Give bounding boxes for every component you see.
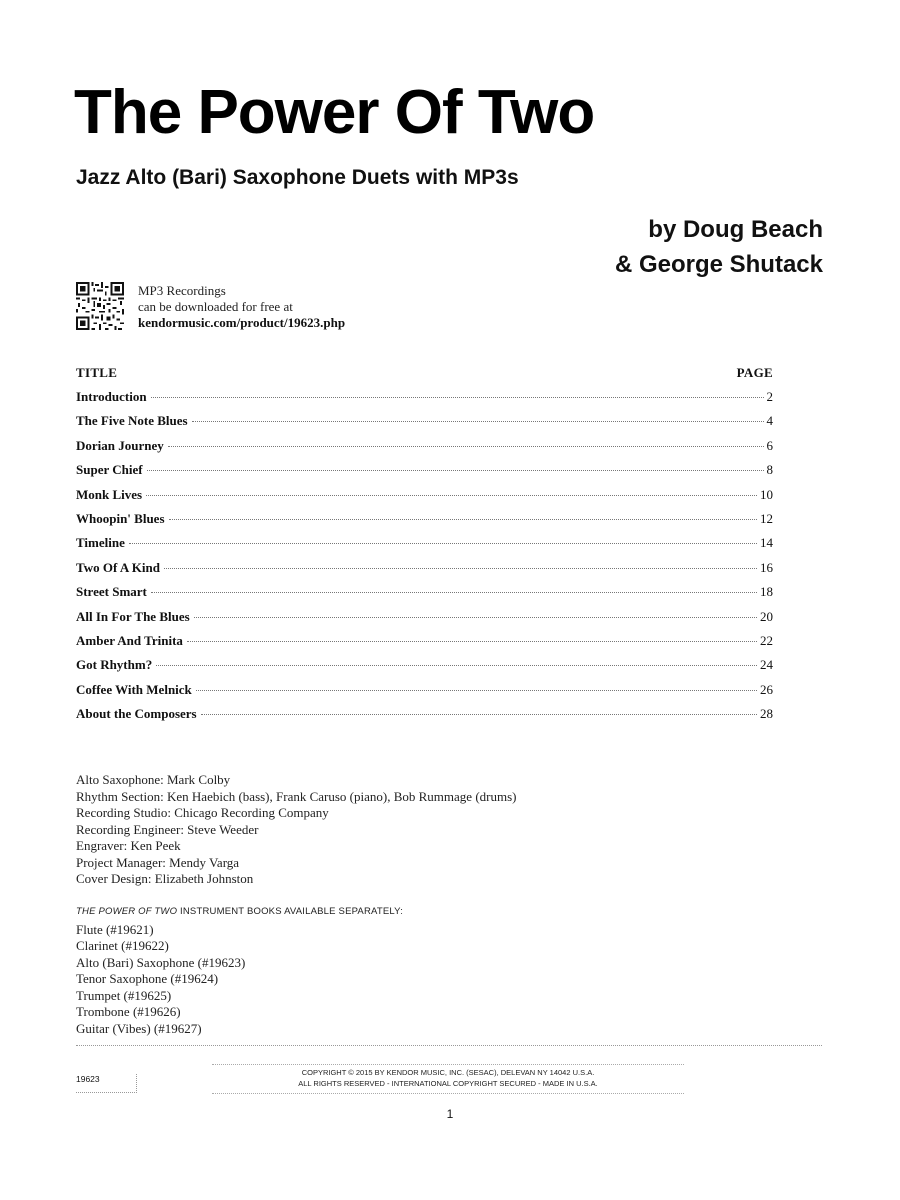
- leader-dots: [194, 617, 757, 618]
- author-line-1: by Doug Beach: [648, 216, 823, 243]
- toc-entry: [76, 535, 773, 559]
- toc-header: [76, 365, 773, 381]
- toc-entry-title: Dorian Journey: [76, 437, 164, 453]
- book-item: Trombone (#19626): [76, 1004, 181, 1019]
- credit-line: Project Manager: Mendy Varga: [76, 854, 240, 870]
- mp3-line-1: MP3 Recordings: [138, 283, 226, 298]
- toc-entry-title: Whoopin' Blues: [76, 510, 165, 526]
- leader-dots: [168, 446, 764, 447]
- toc-entry: [76, 682, 773, 706]
- toc-entry: [76, 657, 773, 681]
- footer-divider: [76, 1045, 822, 1046]
- toc-entry-page: 18: [760, 584, 773, 600]
- toc-entry: [76, 609, 773, 633]
- mp3-download-note: [138, 283, 345, 331]
- leader-dots: [151, 592, 757, 593]
- credit-line: Recording Engineer: Steve Weeder: [76, 821, 259, 837]
- available-books-block: [76, 904, 403, 1037]
- leader-dots: [192, 421, 764, 422]
- book-subtitle: Jazz Alto (Bari) Saxophone Duets with MP3s: [76, 166, 519, 189]
- toc-entry-title: Super Chief: [76, 462, 143, 478]
- copyright-line-2: ALL RIGHTS RESERVED - INTERNATIONAL COPYRIGHT SECURED - MADE IN U.S.A.: [298, 1079, 598, 1088]
- leader-dots: [169, 519, 757, 520]
- toc-entry-page: 22: [760, 632, 773, 648]
- toc-entry: [76, 706, 773, 730]
- toc-entry-title: The Five Note Blues: [76, 413, 188, 429]
- copyright-line-1: COPYRIGHT © 2015 BY KENDOR MUSIC, INC. (SESAC), DELEVAN NY 14042 U.S.A.: [301, 1068, 595, 1077]
- toc-entry-page: 14: [760, 535, 773, 551]
- credit-line: Recording Studio: Chicago Recording Company: [76, 805, 329, 820]
- copyright-notice: [212, 1064, 684, 1094]
- toc-entry-title: Street Smart: [76, 584, 147, 600]
- leader-dots: [164, 568, 757, 569]
- toc-entry-title: Introduction: [76, 389, 147, 404]
- leader-dots: [156, 665, 757, 666]
- leader-dots: [129, 543, 757, 544]
- available-books-heading: [76, 904, 403, 921]
- book-item: Tenor Saxophone (#19624): [76, 971, 219, 986]
- toc-entry-page: 26: [760, 681, 773, 697]
- toc-entry-title: Timeline: [76, 535, 125, 551]
- toc-entry-title: Coffee With Melnick: [76, 681, 192, 697]
- table-of-contents: [76, 389, 773, 730]
- toc-entry-page: 2: [766, 389, 773, 404]
- toc-entry: [76, 389, 773, 413]
- toc-entry: [76, 438, 773, 462]
- leader-dots: [187, 641, 757, 642]
- toc-entry: [76, 413, 773, 437]
- toc-entry-page: 12: [760, 510, 773, 526]
- toc-entry: [76, 487, 773, 511]
- credit-line: Engraver: Ken Peek: [76, 838, 181, 853]
- leader-dots: [196, 690, 757, 691]
- toc-entry: [76, 560, 773, 584]
- toc-entry-title: Amber And Trinita: [76, 632, 183, 648]
- credit-line: Rhythm Section: Ken Haebich (bass), Frank Caruso (piano), Bob Rummage (drums): [76, 788, 517, 804]
- series-name: THE POWER OF TWO: [76, 906, 178, 917]
- credit-line: Alto Saxophone: Mark Colby: [76, 772, 231, 787]
- credits-block: [76, 772, 516, 888]
- book-item: Guitar (Vibes) (#19627): [76, 1020, 202, 1036]
- toc-entry-page: 28: [760, 706, 773, 722]
- toc-entry-title: All In For The Blues: [76, 608, 190, 624]
- book-item: Flute (#19621): [76, 921, 154, 937]
- toc-entry-title: Monk Lives: [76, 486, 143, 502]
- available-heading-text: INSTRUMENT BOOKS AVAILABLE SEPARATELY:: [177, 906, 404, 917]
- author-line-2: & George Shutack: [614, 251, 823, 278]
- toc-entry: [76, 633, 773, 657]
- toc-entry-page: 16: [760, 559, 773, 575]
- authors-block: [615, 212, 823, 282]
- toc-entry-page: 10: [760, 486, 773, 502]
- toc-entry-title: Got Rhythm?: [76, 657, 153, 673]
- toc-entry-title: Two Of A Kind: [76, 559, 160, 575]
- toc-entry-page: 8: [766, 462, 773, 478]
- toc-page-header: PAGE: [736, 365, 773, 380]
- toc-entry-page: 24: [760, 657, 773, 673]
- toc-entry-page: 20: [760, 608, 773, 624]
- toc-title-header: TITLE: [76, 365, 118, 380]
- book-title: The Power Of Two: [74, 78, 595, 147]
- qr-code-icon: [76, 282, 124, 330]
- toc-entry: [76, 511, 773, 535]
- book-item: Clarinet (#19622): [76, 938, 169, 953]
- page-number: 1: [446, 1107, 454, 1121]
- mp3-line-2: can be downloaded for free at: [138, 299, 293, 314]
- toc-entry-title: About the Composers: [76, 706, 197, 722]
- leader-dots: [146, 495, 757, 496]
- leader-dots: [201, 714, 757, 715]
- toc-entry-page: 6: [766, 437, 773, 453]
- book-item: Alto (Bari) Saxophone (#19623): [76, 954, 246, 970]
- book-item: Trumpet (#19625): [76, 987, 172, 1003]
- leader-dots: [151, 397, 764, 398]
- toc-entry: [76, 462, 773, 486]
- toc-entry-page: 4: [766, 413, 773, 429]
- catalog-number: 19623: [76, 1074, 137, 1093]
- toc-entry: [76, 584, 773, 608]
- leader-dots: [147, 470, 764, 471]
- credit-line: Cover Design: Elizabeth Johnston: [76, 871, 254, 886]
- mp3-download-link[interactable]: kendormusic.com/product/19623.php: [138, 315, 346, 330]
